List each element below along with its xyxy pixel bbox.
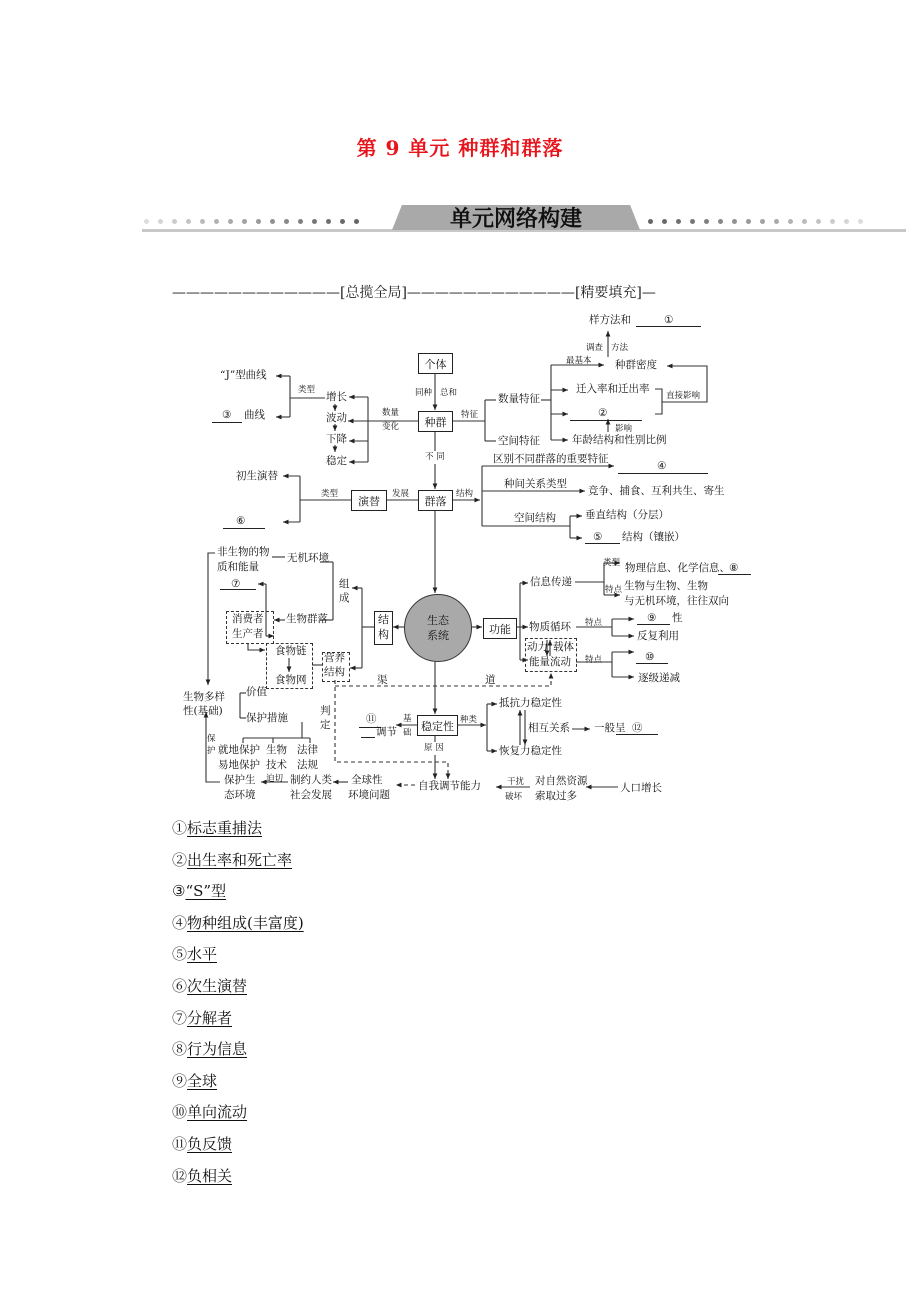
label-abiotic-1: 非生物的物 bbox=[217, 546, 270, 558]
label-quantity: 数量 bbox=[382, 408, 400, 418]
label-restrict-2: 社会发展 bbox=[290, 789, 332, 801]
unit-title: 第 9 单元 种群和群落 bbox=[356, 136, 564, 160]
label-self-regulation: 自我调节能力 bbox=[418, 780, 481, 792]
label-curve: 曲线 bbox=[244, 409, 265, 421]
answer-item bbox=[172, 975, 304, 1007]
answer-text: 行为信息 bbox=[187, 1040, 248, 1059]
label-kinds: 种类 bbox=[460, 715, 478, 725]
blank-11-line bbox=[361, 737, 375, 738]
label-info-types: 物理信息、化学信息、 bbox=[625, 562, 730, 574]
node-structure bbox=[374, 611, 393, 645]
label-interspecific-types: 种间关系类型 bbox=[504, 478, 567, 490]
label-judge-2: 定 bbox=[320, 719, 331, 731]
answer-item bbox=[172, 1038, 304, 1070]
label-gradual-decrease: 逐级递减 bbox=[638, 672, 680, 684]
label-feature-4: 特点 bbox=[585, 655, 603, 665]
answer-item bbox=[172, 1101, 304, 1133]
label-ex-situ: 易地保护 bbox=[218, 759, 260, 771]
blank-4-number: ④ bbox=[657, 460, 667, 472]
label-stable: 稳定 bbox=[326, 455, 347, 467]
answer-item bbox=[172, 1007, 304, 1039]
label-trophic-1: 营养 bbox=[324, 652, 345, 664]
label-carrier: 载体 bbox=[553, 641, 574, 653]
ecosystem-2: 系统 bbox=[427, 629, 449, 642]
blank-4 bbox=[618, 473, 708, 474]
label-food-chain: 食物链 bbox=[275, 645, 307, 657]
label-protect-1: 保 bbox=[207, 734, 216, 744]
blank-3 bbox=[212, 422, 242, 423]
answer-number: ④ bbox=[172, 913, 188, 932]
label-community-key-feature: 区别不同群落的重要特征 bbox=[493, 453, 609, 465]
answer-item bbox=[172, 849, 304, 881]
label-channel-1: 渠 bbox=[377, 674, 388, 686]
label-trophic-2: 结构 bbox=[324, 666, 345, 678]
subhead-overview: ————————————[总揽全局]———————————— bbox=[172, 285, 575, 301]
label-consumer: 消费者 bbox=[232, 613, 264, 625]
label-global-2: 环境问题 bbox=[348, 789, 390, 801]
label-protect-env-2: 态环境 bbox=[224, 789, 256, 801]
label-judge-1: 判 bbox=[320, 705, 331, 717]
label-biodiversity-2: 性(基础) bbox=[183, 705, 223, 717]
label-food-web: 食物网 bbox=[275, 674, 307, 686]
node-structure-1: 结 bbox=[378, 613, 389, 626]
blank-6-number: ⑥ bbox=[236, 515, 246, 527]
label-decline: 下降 bbox=[326, 433, 347, 445]
blank-2 bbox=[570, 420, 642, 421]
blank-9-number: ⑨ bbox=[647, 612, 657, 624]
answer-text: 物种组成(丰富度) bbox=[187, 913, 304, 932]
label-survey: 调查 bbox=[586, 343, 604, 353]
label-spatial-structure: 空间结构 bbox=[514, 512, 556, 524]
node-succession: 演替 bbox=[351, 490, 387, 511]
blank-5 bbox=[585, 543, 620, 544]
blank-7-number: ⑦ bbox=[231, 578, 241, 590]
label-destroy: 破坏 bbox=[505, 792, 523, 802]
label-mosaic-structure: 结构（镶嵌） bbox=[622, 531, 685, 543]
answer-number: ⑦ bbox=[172, 1008, 188, 1027]
label-spatial-features: 空间特征 bbox=[498, 435, 540, 447]
label-in-situ: 就地保护 bbox=[218, 744, 260, 756]
answer-number: ③ bbox=[172, 882, 186, 901]
label-population-growth: 人口增长 bbox=[620, 782, 662, 794]
node-stability: 稳定性 bbox=[417, 715, 458, 736]
label-channel-2: 道 bbox=[485, 674, 496, 686]
node-ecosystem bbox=[404, 594, 472, 662]
answer-item bbox=[172, 1133, 304, 1165]
answer-number: ① bbox=[172, 819, 188, 837]
label-feature-3: 特点 bbox=[585, 618, 603, 628]
label-same-species: 同种 bbox=[415, 388, 433, 398]
answer-item bbox=[172, 817, 304, 849]
label-bio-1: 生物 bbox=[266, 744, 287, 756]
answer-item bbox=[172, 1070, 304, 1102]
label-generally: 一般呈 bbox=[594, 722, 626, 734]
subhead-fill: [精要填充]— bbox=[574, 285, 656, 301]
answer-text: “S”型 bbox=[185, 882, 227, 901]
label-restrict-1: 制约人类 bbox=[290, 774, 332, 786]
label-info-feature-2: 与无机环境，往往双向 bbox=[624, 595, 729, 607]
node-function: 功能 bbox=[483, 618, 517, 639]
answer-number: ⑥ bbox=[172, 976, 188, 995]
blank-2-number: ② bbox=[598, 407, 608, 419]
label-compose-1: 组 bbox=[339, 578, 350, 590]
answer-item bbox=[172, 943, 304, 975]
label-different: 不 同 bbox=[425, 452, 445, 462]
label-primary-succession: 初生演替 bbox=[236, 470, 278, 482]
label-sum: 总和 bbox=[440, 388, 458, 398]
label-type-3: 类型 bbox=[603, 558, 621, 568]
answer-number: ⑧ bbox=[172, 1040, 188, 1059]
label-urgent: 迫切 bbox=[266, 774, 284, 784]
label-protect-env-1: 保护生 bbox=[224, 774, 256, 786]
label-influence: 影响 bbox=[615, 424, 633, 434]
label-feature-2: 特点 bbox=[605, 585, 623, 595]
label-change: 变化 bbox=[382, 422, 400, 432]
label-info-transfer: 信息传递 bbox=[530, 576, 572, 588]
node-population: 种群 bbox=[418, 411, 453, 432]
label-feature: 特征 bbox=[461, 410, 479, 420]
blank-8-number: ⑧ bbox=[729, 562, 739, 574]
label-resources-1: 对自然资源 bbox=[535, 775, 588, 787]
blank-12-number: ⑫ bbox=[632, 722, 643, 734]
answer-number: ⑪ bbox=[172, 1134, 188, 1153]
label-type-2: 类型 bbox=[321, 489, 339, 499]
label-value: 价值 bbox=[246, 686, 267, 698]
label-reuse: 反复利用 bbox=[637, 630, 679, 642]
answer-number: ⑤ bbox=[172, 945, 188, 964]
label-structure: 结构 bbox=[456, 489, 474, 499]
ecosystem-1: 生态 bbox=[427, 614, 449, 627]
label-migration-rates: 迁入率和迁出率 bbox=[576, 383, 650, 395]
label-j-curve: “J”型曲线 bbox=[220, 369, 267, 381]
label-nature: 性 bbox=[672, 612, 683, 624]
label-direct-influence: 直接影响 bbox=[666, 391, 701, 401]
answer-number: ⑫ bbox=[172, 1166, 188, 1185]
label-age-sex-structure: 年龄结构和性别比例 bbox=[572, 434, 667, 446]
answer-text: 分解者 bbox=[187, 1008, 233, 1027]
label-resources-2: 索取过多 bbox=[535, 790, 577, 802]
label-global-1: 全球性 bbox=[351, 774, 383, 786]
label-method: 方法 bbox=[611, 343, 629, 353]
label-most-basic: 最基本 bbox=[566, 356, 592, 366]
label-growth: 增长 bbox=[326, 391, 347, 403]
label-quadrat-method: 样方法和 bbox=[589, 314, 631, 326]
node-community: 群落 bbox=[418, 490, 453, 511]
blank-6 bbox=[223, 528, 265, 529]
answer-text: 负反馈 bbox=[187, 1134, 233, 1153]
blank-3-number: ③ bbox=[222, 409, 232, 421]
label-producer: 生产者 bbox=[232, 628, 264, 640]
label-population-density: 种群密度 bbox=[615, 359, 657, 371]
label-basis-1: 基 bbox=[403, 714, 412, 724]
label-interspecific-list: 竞争、捕食、互利共生、寄生 bbox=[588, 485, 725, 497]
answer-text: 标志重捕法 bbox=[187, 819, 263, 837]
answer-item bbox=[172, 1165, 304, 1197]
label-biodiversity-1: 生物多样 bbox=[183, 691, 225, 703]
banner-title: 单元网络构建 bbox=[449, 207, 582, 232]
label-energy-flow: 能量流动 bbox=[529, 656, 571, 668]
label-info-feature-1: 生物与生物、生物 bbox=[624, 580, 708, 592]
blank-1-number: ① bbox=[664, 314, 674, 326]
answer-number: ② bbox=[172, 850, 188, 869]
node-structure-2: 构 bbox=[378, 628, 389, 641]
answer-text: 次生演替 bbox=[187, 976, 248, 995]
answer-item bbox=[172, 912, 304, 944]
label-resilience-stability: 恢复力稳定性 bbox=[499, 745, 562, 757]
label-protection-measures: 保护措施 bbox=[246, 712, 288, 724]
answer-list bbox=[172, 817, 304, 1196]
node-individual: 个体 bbox=[418, 353, 453, 374]
label-relationship: 相互关系 bbox=[528, 722, 570, 734]
label-law-2: 法规 bbox=[297, 759, 318, 771]
label-power: 动力 bbox=[527, 641, 548, 653]
blank-10-number: ⑩ bbox=[645, 651, 655, 663]
answer-text: 全球 bbox=[187, 1071, 218, 1090]
blank-11-number: ⑪ bbox=[366, 713, 377, 725]
answer-text: 负相关 bbox=[187, 1166, 233, 1185]
label-abiotic-2: 质和能量 bbox=[217, 561, 259, 573]
answer-text: 水平 bbox=[187, 945, 218, 964]
label-compose-2: 成 bbox=[339, 592, 350, 604]
label-protect-2: 护 bbox=[207, 746, 216, 756]
label-matter-cycle: 物质循环 bbox=[529, 621, 571, 633]
label-fluctuation: 波动 bbox=[326, 412, 347, 424]
label-disturb: 干扰 bbox=[507, 777, 525, 787]
answer-item bbox=[172, 880, 304, 912]
label-bio-2: 技术 bbox=[266, 759, 287, 771]
label-vertical-structure: 垂直结构（分层） bbox=[585, 509, 669, 521]
label-type: 类型 bbox=[298, 385, 316, 395]
answer-number: ⑨ bbox=[172, 1071, 188, 1090]
answer-text: 出生率和死亡率 bbox=[187, 850, 293, 869]
answer-text: 单向流动 bbox=[187, 1103, 248, 1122]
blank-5-number: ⑤ bbox=[593, 531, 603, 543]
label-quantitative-features: 数量特征 bbox=[498, 393, 540, 405]
answer-number: ⑩ bbox=[172, 1103, 188, 1122]
label-regulation: 调节 bbox=[376, 726, 397, 738]
label-basis-2: 础 bbox=[403, 728, 412, 738]
label-law-1: 法律 bbox=[297, 744, 318, 756]
label-reason: 原 因 bbox=[424, 743, 444, 753]
label-resistance-stability: 抵抗力稳定性 bbox=[499, 697, 562, 709]
label-inorganic-env: 无机环境 bbox=[287, 552, 329, 564]
label-develop: 发展 bbox=[392, 489, 410, 499]
label-biocommunity: 生物群落 bbox=[286, 613, 328, 625]
